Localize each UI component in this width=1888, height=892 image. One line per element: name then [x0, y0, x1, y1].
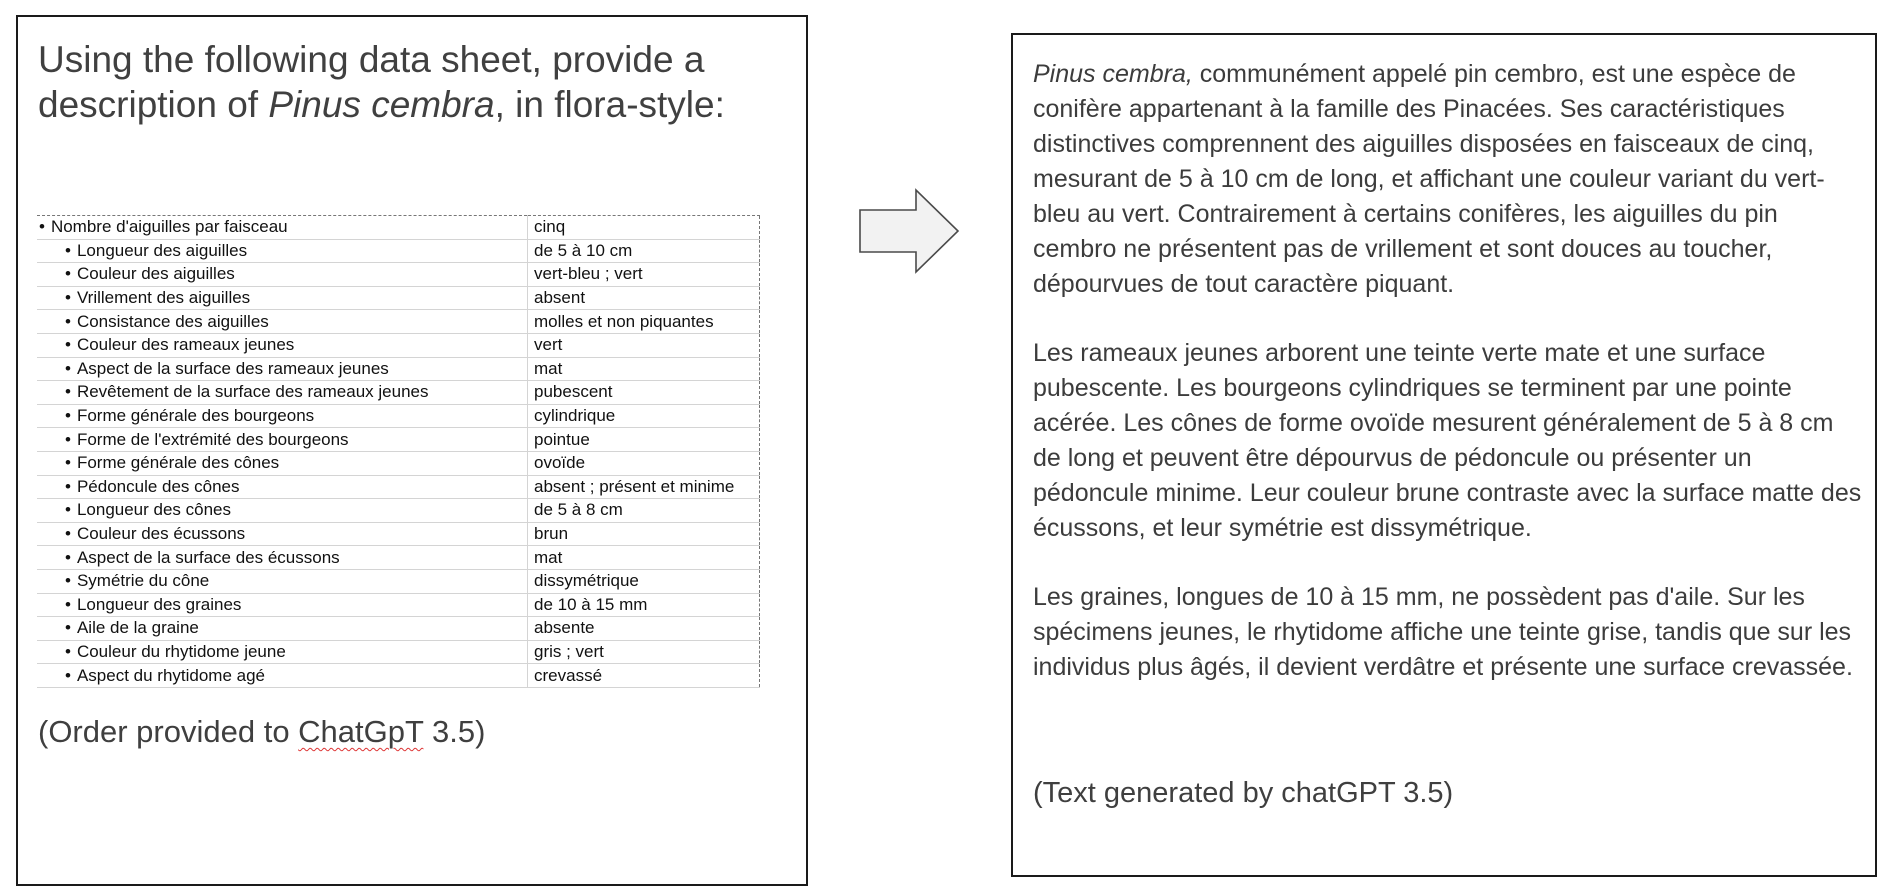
data-sheet-characteristic-label: Forme générale des bourgeons	[76, 406, 315, 426]
data-sheet-value: vert-bleu ; vert	[528, 263, 760, 287]
data-sheet-value: absente	[528, 617, 760, 641]
data-sheet-characteristic-label: Aspect de la surface des rameaux jeunes	[76, 358, 389, 378]
data-sheet-row	[37, 333, 760, 357]
generated-text-panel	[1011, 33, 1877, 877]
prompt-title-before: Using the following data sheet, provide a description of	[38, 39, 705, 125]
data-sheet-characteristic	[37, 216, 528, 240]
data-sheet-row	[37, 617, 760, 641]
data-sheet-row	[37, 640, 760, 664]
prompt-title-species: Pinus cembra	[268, 84, 495, 125]
data-sheet-characteristic-label: Longueur des aiguilles	[76, 240, 248, 260]
bullet-icon: •	[65, 453, 71, 473]
data-sheet-table	[37, 215, 760, 688]
bullet-icon: •	[39, 217, 45, 237]
right-arrow-icon	[858, 188, 962, 274]
data-sheet-characteristic	[37, 617, 528, 641]
data-sheet-value: pointue	[528, 428, 760, 452]
data-sheet-row	[37, 475, 760, 499]
data-sheet-characteristic-label: Forme de l'extrémité des bourgeons	[76, 429, 349, 449]
data-sheet-characteristic-label: Aspect de la surface des écussons	[76, 547, 340, 567]
data-sheet-value: de 5 à 10 cm	[528, 239, 760, 263]
data-sheet-row	[37, 310, 760, 334]
bullet-icon: •	[65, 358, 71, 378]
data-sheet-characteristic	[37, 546, 528, 570]
data-sheet-characteristic	[37, 286, 528, 310]
data-sheet-row	[37, 357, 760, 381]
data-sheet-value: absent ; présent et minime	[528, 475, 760, 499]
data-sheet-characteristic	[37, 357, 528, 381]
data-sheet-characteristic-label: Nombre d'aiguilles par faisceau	[50, 217, 288, 237]
data-sheet-characteristic-label: Symétrie du cône	[76, 571, 210, 591]
bullet-icon: •	[65, 288, 71, 308]
generated-paragraph-1-text: communément appelé pin cembro, est une espèce de conifère appartenant à la famille des Pinacées. Ses caractéristiques distinctives comprennent des aiguilles disposées en faisceaux de cinq, mesurant de 5 à 10 cm de long, et affichant une couleur variant du vert-bleu au vert. Contrairement à certains conifères, les aiguilles du pin cembro ne présentent pas de vrillement et sont douces au toucher, dépourvues de tout caractère piquant.	[1033, 60, 1825, 298]
data-sheet-row	[37, 664, 760, 688]
data-sheet-characteristic-label: Vrillement des aiguilles	[76, 288, 251, 308]
bullet-icon: •	[65, 406, 71, 426]
data-sheet-characteristic-label: Longueur des graines	[76, 594, 242, 614]
bullet-icon: •	[65, 240, 71, 260]
data-sheet-row	[37, 404, 760, 428]
generated-description	[1033, 57, 1863, 719]
generated-species-name: Pinus cembra,	[1033, 60, 1193, 88]
data-sheet-characteristic	[37, 451, 528, 475]
data-sheet-value: de 10 à 15 mm	[528, 593, 760, 617]
bullet-icon: •	[65, 594, 71, 614]
data-sheet-characteristic	[37, 381, 528, 405]
data-sheet-characteristic-label: Couleur des aiguilles	[76, 264, 235, 284]
data-sheet-characteristic-label: Couleur des écussons	[76, 524, 246, 544]
bullet-icon: •	[65, 335, 71, 355]
data-sheet-value: pubescent	[528, 381, 760, 405]
bullet-icon: •	[65, 665, 71, 685]
data-sheet-value: de 5 à 8 cm	[528, 499, 760, 523]
data-sheet-value: absent	[528, 286, 760, 310]
generated-caption: (Text generated by chatGPT 3.5)	[1033, 777, 1454, 809]
data-sheet-characteristic-label: Aspect du rhytidome agé	[76, 665, 266, 685]
data-sheet-characteristic	[37, 428, 528, 452]
data-sheet-value: crevassé	[528, 664, 760, 688]
data-sheet-characteristic	[37, 640, 528, 664]
data-sheet-characteristic	[37, 239, 528, 263]
data-sheet-characteristic	[37, 593, 528, 617]
data-sheet-row	[37, 216, 760, 240]
prompt-panel	[16, 15, 808, 886]
data-sheet-row	[37, 546, 760, 570]
data-sheet-characteristic	[37, 404, 528, 428]
data-sheet-row	[37, 569, 760, 593]
bullet-icon: •	[65, 571, 71, 591]
data-sheet-row	[37, 451, 760, 475]
bullet-icon: •	[65, 547, 71, 567]
data-sheet-characteristic	[37, 333, 528, 357]
data-sheet-row	[37, 286, 760, 310]
bullet-icon: •	[65, 476, 71, 496]
data-sheet-characteristic	[37, 475, 528, 499]
data-sheet-value: cinq	[528, 216, 760, 240]
data-sheet-characteristic-label: Couleur des rameaux jeunes	[76, 335, 295, 355]
data-sheet-value: mat	[528, 546, 760, 570]
data-sheet-characteristic-label: Pédoncule des cônes	[76, 476, 240, 496]
data-sheet-characteristic-label: Couleur du rhytidome jeune	[76, 641, 286, 661]
bullet-icon: •	[65, 500, 71, 520]
data-sheet-row	[37, 522, 760, 546]
data-sheet-characteristic	[37, 263, 528, 287]
data-sheet-value: brun	[528, 522, 760, 546]
data-sheet-characteristic-label: Aile de la graine	[76, 618, 199, 638]
data-sheet-characteristic-label: Revêtement de la surface des rameaux jeunes	[76, 382, 429, 402]
data-sheet-value: gris ; vert	[528, 640, 760, 664]
data-sheet-row	[37, 428, 760, 452]
data-sheet-row	[37, 381, 760, 405]
bullet-icon: •	[65, 641, 71, 661]
data-sheet-value: mat	[528, 357, 760, 381]
generated-paragraph-1	[1033, 57, 1863, 302]
data-sheet-characteristic-label: Consistance des aiguilles	[76, 311, 269, 331]
data-sheet-row	[37, 263, 760, 287]
generated-paragraph-2: Les rameaux jeunes arborent une teinte verte mate et une surface pubescente. Les bourgeons cylindriques se terminent par une pointe acérée. Les cônes de forme ovoïde mesurent généralement de 5 à 8 cm de long et peuvent être dépourvus de pédoncule ou présenter un pédoncule minime. Leur couleur brune contraste avec la surface matte des écussons, et leur symétrie est dissymétrique.	[1033, 339, 1862, 542]
data-sheet-value: vert	[528, 333, 760, 357]
prompt-caption	[38, 714, 485, 750]
bullet-icon: •	[65, 311, 71, 331]
data-sheet-characteristic	[37, 664, 528, 688]
data-sheet-characteristic	[37, 499, 528, 523]
data-sheet-characteristic-label: Forme générale des cônes	[76, 453, 280, 473]
bullet-icon: •	[65, 264, 71, 284]
data-sheet-row	[37, 239, 760, 263]
data-sheet-value: ovoïde	[528, 451, 760, 475]
prompt-caption-misspelled-word: ChatGpT	[298, 714, 424, 749]
bullet-icon: •	[65, 429, 71, 449]
prompt-caption-before: (Order provided to	[38, 714, 299, 749]
bullet-icon: •	[65, 524, 71, 544]
data-sheet-row	[37, 499, 760, 523]
data-sheet-value: dissymétrique	[528, 569, 760, 593]
bullet-icon: •	[65, 382, 71, 402]
data-sheet-characteristic-label: Longueur des cônes	[76, 500, 232, 520]
right-arrow-shape	[860, 190, 958, 272]
data-sheet-characteristic	[37, 310, 528, 334]
prompt-title	[38, 37, 798, 127]
data-sheet-row	[37, 593, 760, 617]
prompt-caption-after: 3.5)	[423, 714, 486, 749]
data-sheet-value: molles et non piquantes	[528, 310, 760, 334]
data-sheet-characteristic	[37, 522, 528, 546]
data-sheet-value: cylindrique	[528, 404, 760, 428]
prompt-title-after: , in flora-style:	[494, 84, 725, 125]
data-sheet-characteristic	[37, 569, 528, 593]
bullet-icon: •	[65, 618, 71, 638]
generated-paragraph-3: Les graines, longues de 10 à 15 mm, ne possèdent pas d'aile. Sur les spécimens jeunes, le rhytidome affiche une teinte grise, tandis que sur les individus plus âgés, il devient verdâtre et présente une surface crevassée.	[1033, 583, 1853, 681]
